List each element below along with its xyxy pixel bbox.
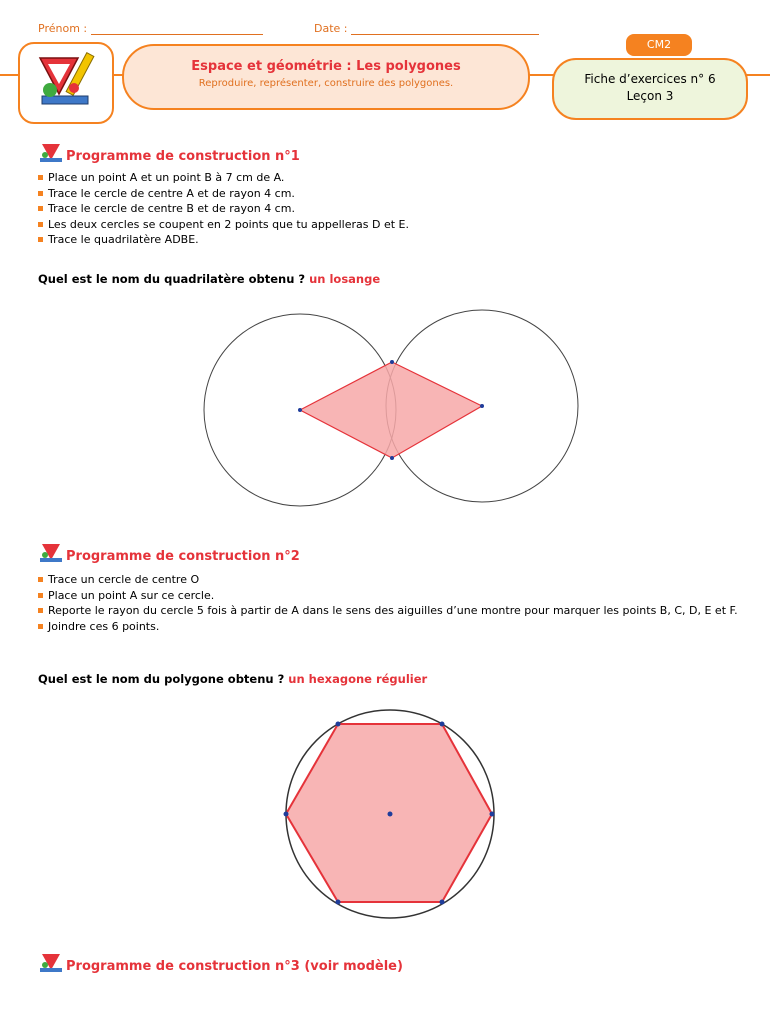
list-item: Les deux cercles se coupent en 2 points que tu appelleras D et E. [38, 217, 738, 233]
list-item: Trace le cercle de centre B et de rayon 4 cm. [38, 201, 738, 217]
point-e [336, 900, 341, 905]
list-item: Trace le cercle de centre A et de rayon 4 cm. [38, 186, 738, 202]
point-f [284, 812, 289, 817]
question-2-text: Quel est le nom du polygone obtenu ? [38, 672, 285, 686]
list-item: Trace un cercle de centre O [38, 572, 738, 588]
list-item: Place un point A et un point B à 7 cm de A. [38, 170, 738, 186]
list-item: Trace le quadrilatère ADBE. [38, 232, 738, 248]
losange-shape [300, 362, 482, 458]
question-1 [38, 272, 380, 286]
point-d [440, 900, 445, 905]
question-2 [38, 672, 427, 686]
date-label: Date : [314, 22, 348, 35]
question-1-text: Quel est le nom du quadrilatère obtenu ? [38, 272, 306, 286]
geometry-tools-icon [20, 44, 112, 122]
date-field[interactable] [351, 22, 539, 35]
programme-1-steps [38, 170, 738, 248]
point-c [490, 812, 495, 817]
point-b [440, 722, 445, 727]
hexagone-figure [270, 706, 510, 920]
fiche-number: Fiche d’exercices n° 6 [584, 72, 716, 86]
programme-2-steps [38, 572, 738, 634]
programme-2-title: Programme de construction n°2 [66, 549, 300, 564]
prenom-field[interactable] [91, 22, 263, 35]
list-item: Place un point A sur ce cercle. [38, 588, 738, 604]
prenom-label: Prénom : [38, 22, 88, 35]
lecon-number: Leçon 3 [626, 89, 674, 103]
programme-3-heading [38, 950, 403, 974]
point-a [298, 408, 302, 412]
level-tag: CM2 [626, 34, 692, 56]
point-b [480, 404, 484, 408]
geometry-logo [18, 42, 114, 124]
losange-figure [190, 300, 590, 520]
point-a [336, 722, 341, 727]
programme-3-title: Programme de construction n°3 (voir modèle) [66, 959, 403, 974]
point-e [390, 456, 394, 460]
date-line [314, 22, 539, 35]
page-subtitle: Reproduire, représenter, construire des polygones. [198, 78, 454, 89]
programme-1-title: Programme de construction n°1 [66, 149, 300, 164]
point-d [390, 360, 394, 364]
list-item: Reporte le rayon du cercle 5 fois à partir de A dans le sens des aiguilles d’une montre pour marquer les points B, C, D, E et F. [38, 603, 738, 619]
title-banner [122, 44, 530, 110]
pencil-tools-icon [38, 540, 64, 564]
answer-1: un losange [309, 272, 381, 286]
point-o [388, 812, 393, 817]
programme-2-heading [38, 540, 300, 564]
programme-1-heading [38, 140, 300, 164]
pencil-tools-icon [38, 140, 64, 164]
pencil-tools-icon [38, 950, 64, 974]
fiche-badge [552, 58, 748, 120]
prenom-line [38, 22, 263, 35]
answer-2: un hexagone régulier [288, 672, 428, 686]
list-item: Joindre ces 6 points. [38, 619, 738, 635]
page-title: Espace et géométrie : Les polygones [191, 59, 461, 74]
